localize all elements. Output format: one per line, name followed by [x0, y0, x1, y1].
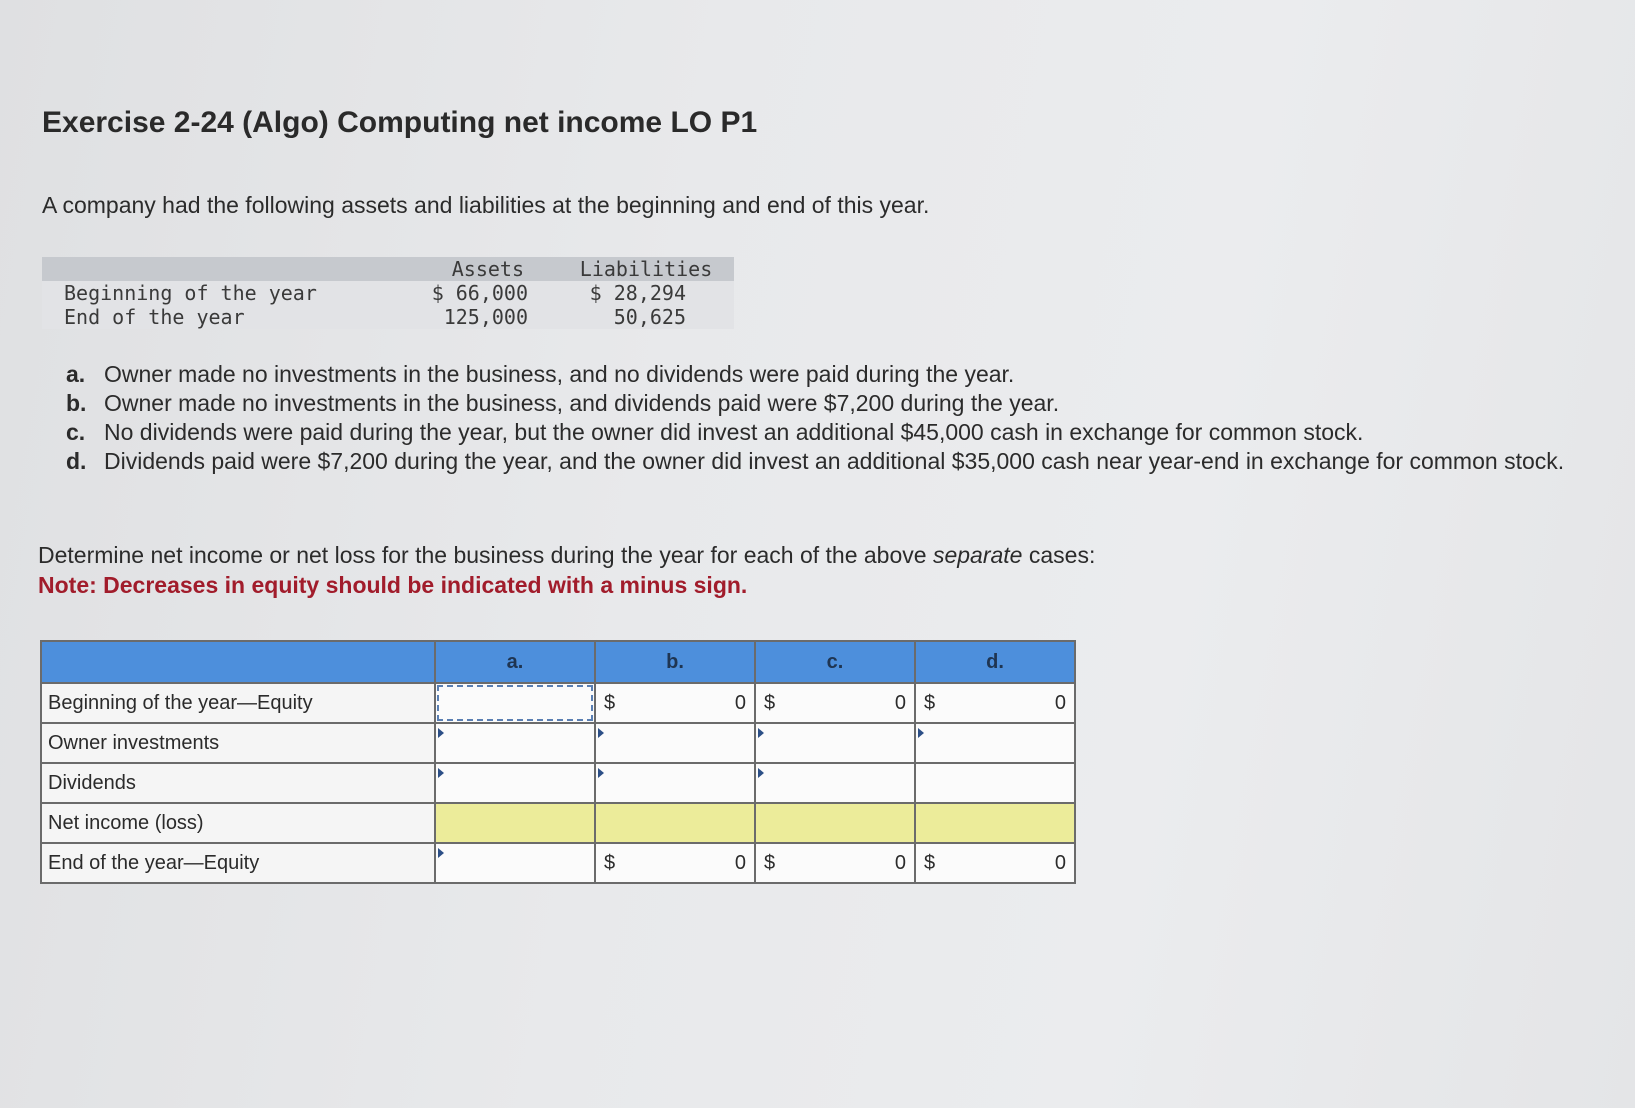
row-label-net-income: Net income (loss): [41, 803, 435, 843]
input-c-dividends[interactable]: [755, 763, 915, 803]
intro-text: A company had the following assets and liabilities at the beginning and end of this year.: [42, 192, 930, 218]
row-label-end-equity: End of the year—Equity: [41, 843, 435, 883]
case-list: [66, 360, 1606, 476]
row-label-beginning: Beginning of the year: [42, 281, 404, 305]
computed-value: 0: [1054, 691, 1066, 714]
dollar-sign: $: [604, 851, 616, 874]
list-item: [66, 360, 1606, 389]
dollar-sign: $: [924, 851, 936, 874]
answer-header-row: [41, 641, 1075, 683]
row-label-beginning-equity: Beginning of the year—Equity: [41, 683, 435, 723]
column-header-b: b.: [595, 641, 755, 683]
page-title: Exercise 2-24 (Algo) Computing net income LO P1: [42, 106, 758, 139]
liabilities-header: Liabilities: [558, 257, 734, 281]
table-row: [41, 723, 1075, 763]
input-marker-icon: [918, 728, 924, 738]
dollar-sign: $: [764, 691, 776, 714]
input-d-owner-investments[interactable]: [915, 723, 1075, 763]
assets-header: Assets: [404, 257, 558, 281]
list-item: [66, 447, 1606, 476]
input-a-net-income[interactable]: [435, 803, 595, 843]
dollar-sign: $: [924, 691, 936, 714]
beginning-liabilities-value: $ 28,294: [558, 281, 734, 305]
column-header-c: c.: [755, 641, 915, 683]
computed-c-beginning-equity: [755, 683, 915, 723]
input-d-net-income[interactable]: [915, 803, 1075, 843]
dollar-sign: $: [764, 851, 776, 874]
case-text-d: Dividends paid were $7,200 during the year, and the owner did invest an additional $35,000 cash near year-end in exchange for common stock.: [104, 448, 1565, 474]
answer-header-blank: [41, 641, 435, 683]
computed-d-beginning-equity: [915, 683, 1075, 723]
input-b-dividends[interactable]: [595, 763, 755, 803]
note-text: Note: Decreases in equity should be indicated with a minus sign.: [38, 572, 748, 598]
case-text-c: No dividends were paid during the year, but the owner did invest an additional $45,000 cash in exchange for common stock.: [104, 419, 1364, 445]
instruction-emphasis: separate: [932, 542, 1023, 568]
input-d-dividends[interactable]: [915, 763, 1075, 803]
computed-c-end-equity: [755, 843, 915, 883]
data-table-header-row: [42, 257, 734, 281]
column-header-a: a.: [435, 641, 595, 683]
instruction-suffix: cases:: [1022, 542, 1096, 568]
table-row: [41, 683, 1075, 723]
input-marker-icon: [598, 768, 604, 778]
case-mark-d: d.: [66, 448, 87, 474]
data-table-row: [42, 281, 734, 305]
case-mark-a: a.: [66, 361, 86, 387]
input-a-beginning-equity[interactable]: [435, 683, 595, 723]
beginning-assets-value: $ 66,000: [404, 281, 558, 305]
case-mark-c: c.: [66, 419, 86, 445]
dollar-sign: $: [604, 691, 616, 714]
instruction-block: [38, 540, 1095, 600]
input-b-owner-investments[interactable]: [595, 723, 755, 763]
row-label-owner-investments: Owner investments: [41, 723, 435, 763]
input-a-owner-investments[interactable]: [435, 723, 595, 763]
data-table-header-blank: [42, 257, 404, 281]
row-label-dividends: Dividends: [41, 763, 435, 803]
input-marker-icon: [598, 728, 604, 738]
column-header-d: d.: [915, 641, 1075, 683]
list-item: [66, 389, 1606, 418]
answer-table: [40, 640, 1076, 884]
case-mark-b: b.: [66, 390, 87, 416]
computed-value: 0: [734, 851, 746, 874]
computed-d-end-equity: [915, 843, 1075, 883]
input-a-end-equity[interactable]: [435, 843, 595, 883]
input-c-owner-investments[interactable]: [755, 723, 915, 763]
list-item: [66, 418, 1606, 447]
input-marker-icon: [758, 728, 764, 738]
input-c-net-income[interactable]: [755, 803, 915, 843]
data-table-row: [42, 305, 734, 329]
instruction-prefix: Determine net income or net loss for the business during the year for each of the above: [38, 542, 933, 568]
end-liabilities-value: 50,625: [558, 305, 734, 329]
computed-value: 0: [1054, 851, 1066, 874]
case-text-a: Owner made no investments in the business, and no dividends were paid during the year.: [104, 361, 1015, 387]
computed-value: 0: [894, 691, 906, 714]
row-label-end: End of the year: [42, 305, 404, 329]
case-text-b: Owner made no investments in the business, and dividends paid were $7,200 during the year.: [104, 390, 1060, 416]
computed-b-beginning-equity: [595, 683, 755, 723]
input-marker-icon: [438, 728, 444, 738]
input-marker-icon: [438, 848, 444, 858]
end-assets-value: 125,000: [404, 305, 558, 329]
table-row: [41, 763, 1075, 803]
input-marker-icon: [758, 768, 764, 778]
input-b-net-income[interactable]: [595, 803, 755, 843]
input-a-dividends[interactable]: [435, 763, 595, 803]
assets-liabilities-table: [42, 257, 734, 329]
computed-value: 0: [894, 851, 906, 874]
table-row: [41, 843, 1075, 883]
computed-b-end-equity: [595, 843, 755, 883]
computed-value: 0: [734, 691, 746, 714]
input-marker-icon: [438, 768, 444, 778]
table-row: [41, 803, 1075, 843]
